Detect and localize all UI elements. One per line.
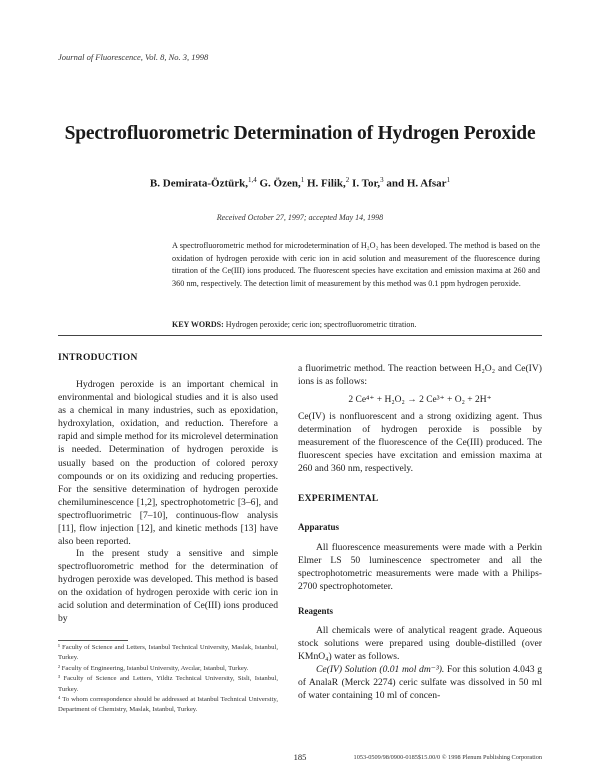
footnote: ² Faculty of Engineering, Istanbul University, Avcılar, Istanbul, Turkey. xyxy=(58,664,249,672)
apparatus-paragraph: All fluorescence measurements were made with a Perkin Elmer LS 50 luminescence spectrometer and all the spectrophotometric measurements were made with a Philips-2700 spectrophotometer. xyxy=(298,542,542,593)
intro-paragraph-1: Hydrogen peroxide is an important chemical in environmental and biological studies and it is also used as a chemical in many industries, such as epoxidation, hydroxylation, oxidation, and reduction. Therefore a rapid and simple method for its microlevel determination is needed. Determination of hydrogen peroxide is usually based on the production of colored peroxy compounds or on its oxidizing and reducing properties. For the sensitive determination of hydrogen peroxide chemiluminescence [1,2], spectrophotometric [3–6], and spectrofluorimetric [7–10], continuous-flow analysis [11], flow injection [12], and kinetic methods [13] have also been reported. xyxy=(58,379,278,548)
author-affiliation-mark: 1 xyxy=(446,176,451,184)
reaction-intro-paragraph: a fluorimetric method. The reaction between H₂O₂ and Ce(IV) ions is as follows: xyxy=(298,363,542,388)
paper-title: Spectrofluorometric Determination of Hydrogen Peroxide xyxy=(64,123,536,144)
reagent-text: For this solution 4.043 g of AnalaR (Merck 2274) ceric sulfate was dissolved in 50 ml of water containing 10 ml of concen- xyxy=(298,664,543,702)
footnote-divider xyxy=(58,640,128,641)
fluorescence-paragraph: Ce(IV) is nonfluorescent and a strong oxidizing agent. Thus determination of hydrogen peroxide is possible by measurement of the fluorescence of the Ce(III) produced. The fluorescent species have excitation and emission maxima at 260 and 360 nm, respectively. xyxy=(298,411,542,475)
keywords xyxy=(172,320,540,329)
footnotes xyxy=(58,643,278,716)
author-name: B. Demirata-Öztürk, xyxy=(149,177,248,190)
keywords-label: KEY WORDS: xyxy=(172,320,224,329)
reaction-equation: 2 Ce⁴⁺ + H₂O₂ → 2 Ce³⁺ + O₂ + 2H⁺ xyxy=(348,395,492,405)
author-affiliation-mark: 2 xyxy=(345,176,350,184)
abstract: A spectrofluorometric method for microdetermination of H₂O₂ has been developed. The method is based on the oxidation of hydrogen peroxide with ceric ion in acid solution and measurement of the fluorescence during titration of the Ce(III) ions produced. The fluorescent species have excitation and emission maxima at 260 and 360 nm, respectively. The detection limit of measurement by this method was 0.1 ppm hydrogen peroxide. xyxy=(172,241,540,288)
keywords-text: Hydrogen peroxide; ceric ion; spectrofluorometric titration. xyxy=(225,320,417,329)
reagent-label: Ce(IV) Solution (0.01 mol dm⁻³). xyxy=(316,664,445,675)
footnote: ³ Faculty of Science and Letters, Yildiz Technical University, Sisli, Istanbul, Turkey. xyxy=(58,675,278,693)
author-name: H. Filik, xyxy=(304,177,346,190)
reagents-paragraph-1: All chemicals were of analytical reagent grade. Aqueous stock solutions were prepared using double-distilled (over KMnO₄) water as follows. xyxy=(298,625,542,663)
reagents-paragraph-2 xyxy=(298,663,542,702)
author-name: and H. Afsar xyxy=(383,177,447,190)
footnote: ¹ Faculty of Science and Letters, Istanbul Technical University, Maslak, Istanbul, Turkey. xyxy=(58,644,278,662)
footnote: ⁴ To whom correspondence should be addressed at Istanbul Technical University, Department of Chemistry, Maslak, Istanbul, Turkey. xyxy=(58,696,278,714)
intro-paragraph-2: In the present study a sensitive and simple spectrofluorometric method for the determination of hydrogen peroxide was developed. This method is based on the oxidation of hydrogen peroxide with ceric ion in acid solution and determination of Ce(III) ions produced by xyxy=(58,548,278,625)
author-affiliation-mark: 3 xyxy=(380,176,384,184)
received-date: Received October 27, 1997; accepted May 14, 1998 xyxy=(216,213,384,222)
author-name: G. Özen, xyxy=(256,177,301,190)
page-number: 185 xyxy=(293,752,307,762)
subsection-heading-apparatus: Apparatus xyxy=(298,522,340,532)
section-heading-experimental: EXPERIMENTAL xyxy=(298,494,379,504)
author-name: I. Tor, xyxy=(349,177,381,190)
author-affiliation-mark: 1 xyxy=(300,176,305,184)
author-affiliation-mark: 1,4 xyxy=(247,176,257,184)
divider xyxy=(58,335,542,336)
copyright-line: 1053-0509/98/0900-0185$15.00/0 © 1998 Plenum Publishing Corporation xyxy=(353,754,542,761)
subsection-heading-reagents: Reagents xyxy=(298,606,333,616)
journal-header: Journal of Fluorescence, Vol. 8, No. 3, 1998 xyxy=(58,52,209,62)
author-list xyxy=(0,176,600,190)
section-heading-introduction: INTRODUCTION xyxy=(58,353,138,363)
